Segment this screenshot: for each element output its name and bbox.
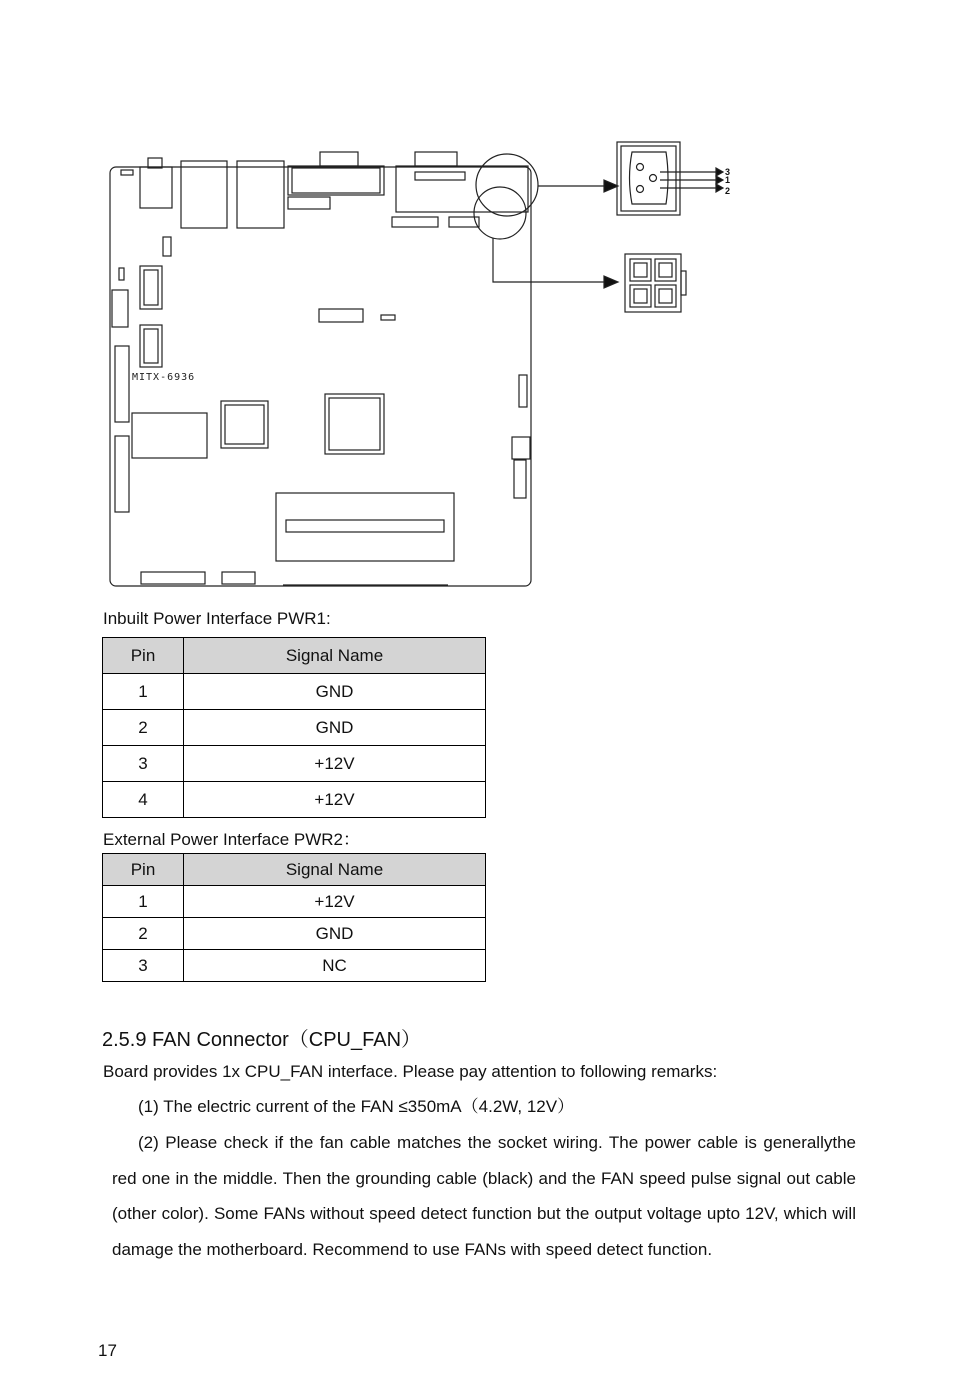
cell-pin: 4 [103,782,184,818]
table-row [103,746,486,782]
pwr1-caption: Inbuilt Power Interface PWR1: [103,609,331,628]
cell-signal: GND [184,918,486,950]
table-row [103,782,486,818]
remark-item-1: (1) The electric current of the FAN ≤350mA（4.2W, 12V） [138,1097,575,1116]
cell-signal: +12V [184,746,486,782]
table-row [103,886,486,918]
section-heading: 2.5.9 FAN Connector（CPU_FAN） [102,1029,422,1051]
header-signal-name: Signal Name [184,854,486,886]
table-row [103,950,486,982]
table-header-row [103,638,486,674]
table-row [103,674,486,710]
header-pin: Pin [103,854,184,886]
cell-signal: NC [184,950,486,982]
cell-pin: 2 [103,918,184,950]
cell-pin: 1 [103,674,184,710]
cell-signal: GND [184,674,486,710]
cell-pin: 2 [103,710,184,746]
pwr2-table [102,853,486,982]
cell-signal: GND [184,710,486,746]
fan-connector-icon [617,142,730,215]
cpu-fan-highlight [476,154,538,216]
pwr1-table [102,637,486,818]
fan-pin-label: 2 [725,186,731,196]
header-pin: Pin [103,638,184,674]
intro-paragraph: Board provides 1x CPU_FAN interface. Please pay attention to following remarks: [103,1062,718,1081]
remark-item-2: (2) Please check if the fan cable matches the socket wiring. The power cable is generallythe red one in the middle. Then the grounding cable (black) and the FAN speed pulse signal out cable (other color). Some FANs without speed detect function but the output voltage upto 12V, which will damage the motherboard. Recommend to use FANs with speed detect function. [112,1133,856,1259]
page-number: 17 [98,1341,117,1360]
header-signal-name: Signal Name [184,638,486,674]
pwr1-highlight [474,187,526,239]
table-header-row [103,854,486,886]
fan-pin-label: 3 [725,167,731,177]
cell-signal: +12V [184,886,486,918]
motherboard-diagram [100,135,740,595]
table-row [103,918,486,950]
cell-pin: 3 [103,950,184,982]
board-label: MITX-6936 [132,372,196,383]
cell-pin: 1 [103,886,184,918]
pwr1-connector-icon [625,254,686,312]
table-row [103,710,486,746]
pwr2-caption: External Power Interface PWR2： [103,830,360,849]
cell-pin: 3 [103,746,184,782]
cell-signal: +12V [184,782,486,818]
fan-pin-label: 1 [725,175,731,185]
